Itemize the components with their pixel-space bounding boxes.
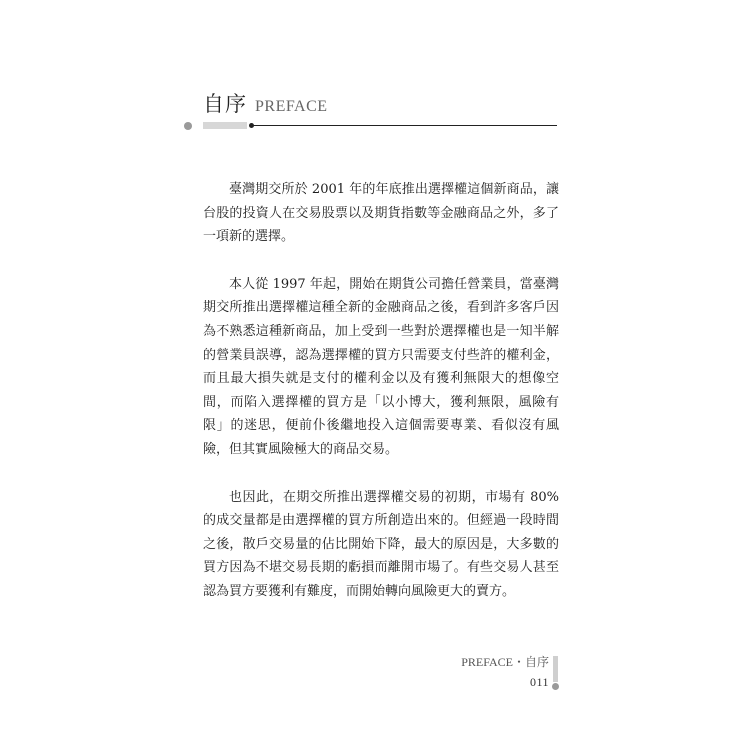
heading-rule-line [251,125,557,126]
page-footer [461,654,549,690]
paragraph-2: 本人從 1997 年起，開始在期貨公司擔任營業員，當臺灣期交所推出選擇權這種全新的金融商品之後，看到許多客戶因為不熟悉這種新商品，加上受到一些對於選擇權也是一知半解的營業員誤導，認為選擇權的買方只需要支付些許的權利金，而且最大損失就是支付的權利金以及有獲利無限大的想像空間，而陷入選擇權的買方是「以小博大，獲利無限，風險有限」的迷思，便前仆後繼地投入這個需要專業、看似沒有風險，但其實風險極大的商品交易。 [203,276,559,457]
paragraph-3: 也因此，在期交所推出選擇權交易的初期，市場有 80% 的成交量都是由選擇權的買方所創造出來的。但經過一段時間之後，散戶交易量的佔比開始下降，最大的原因是，大多數的買方因為不堪交易長期的虧損而離開市場了。有些交易人甚至認為買方要獲利有難度，而開始轉向風險更大的賣方。 [203,489,559,599]
chapter-title-latin: PREFACE [255,98,328,115]
page-number: 011 [529,675,549,689]
footer-grey-bar [553,656,558,682]
heading-rule-grey-bar [203,122,247,129]
chapter-title-cjk: 自序 [203,92,247,116]
body-text [203,178,559,628]
chapter-heading [203,88,328,118]
running-title: PREFACE・自序 [461,655,549,669]
paragraph-1: 臺灣期交所於 2001 年的年底推出選擇權這個新商品，讓台股的投資人在交易股票以及期貨指數等金融商品之外，多了一項新的選擇。 [203,182,559,245]
footer-dot [552,683,559,690]
heading-rule-dot [184,122,192,130]
